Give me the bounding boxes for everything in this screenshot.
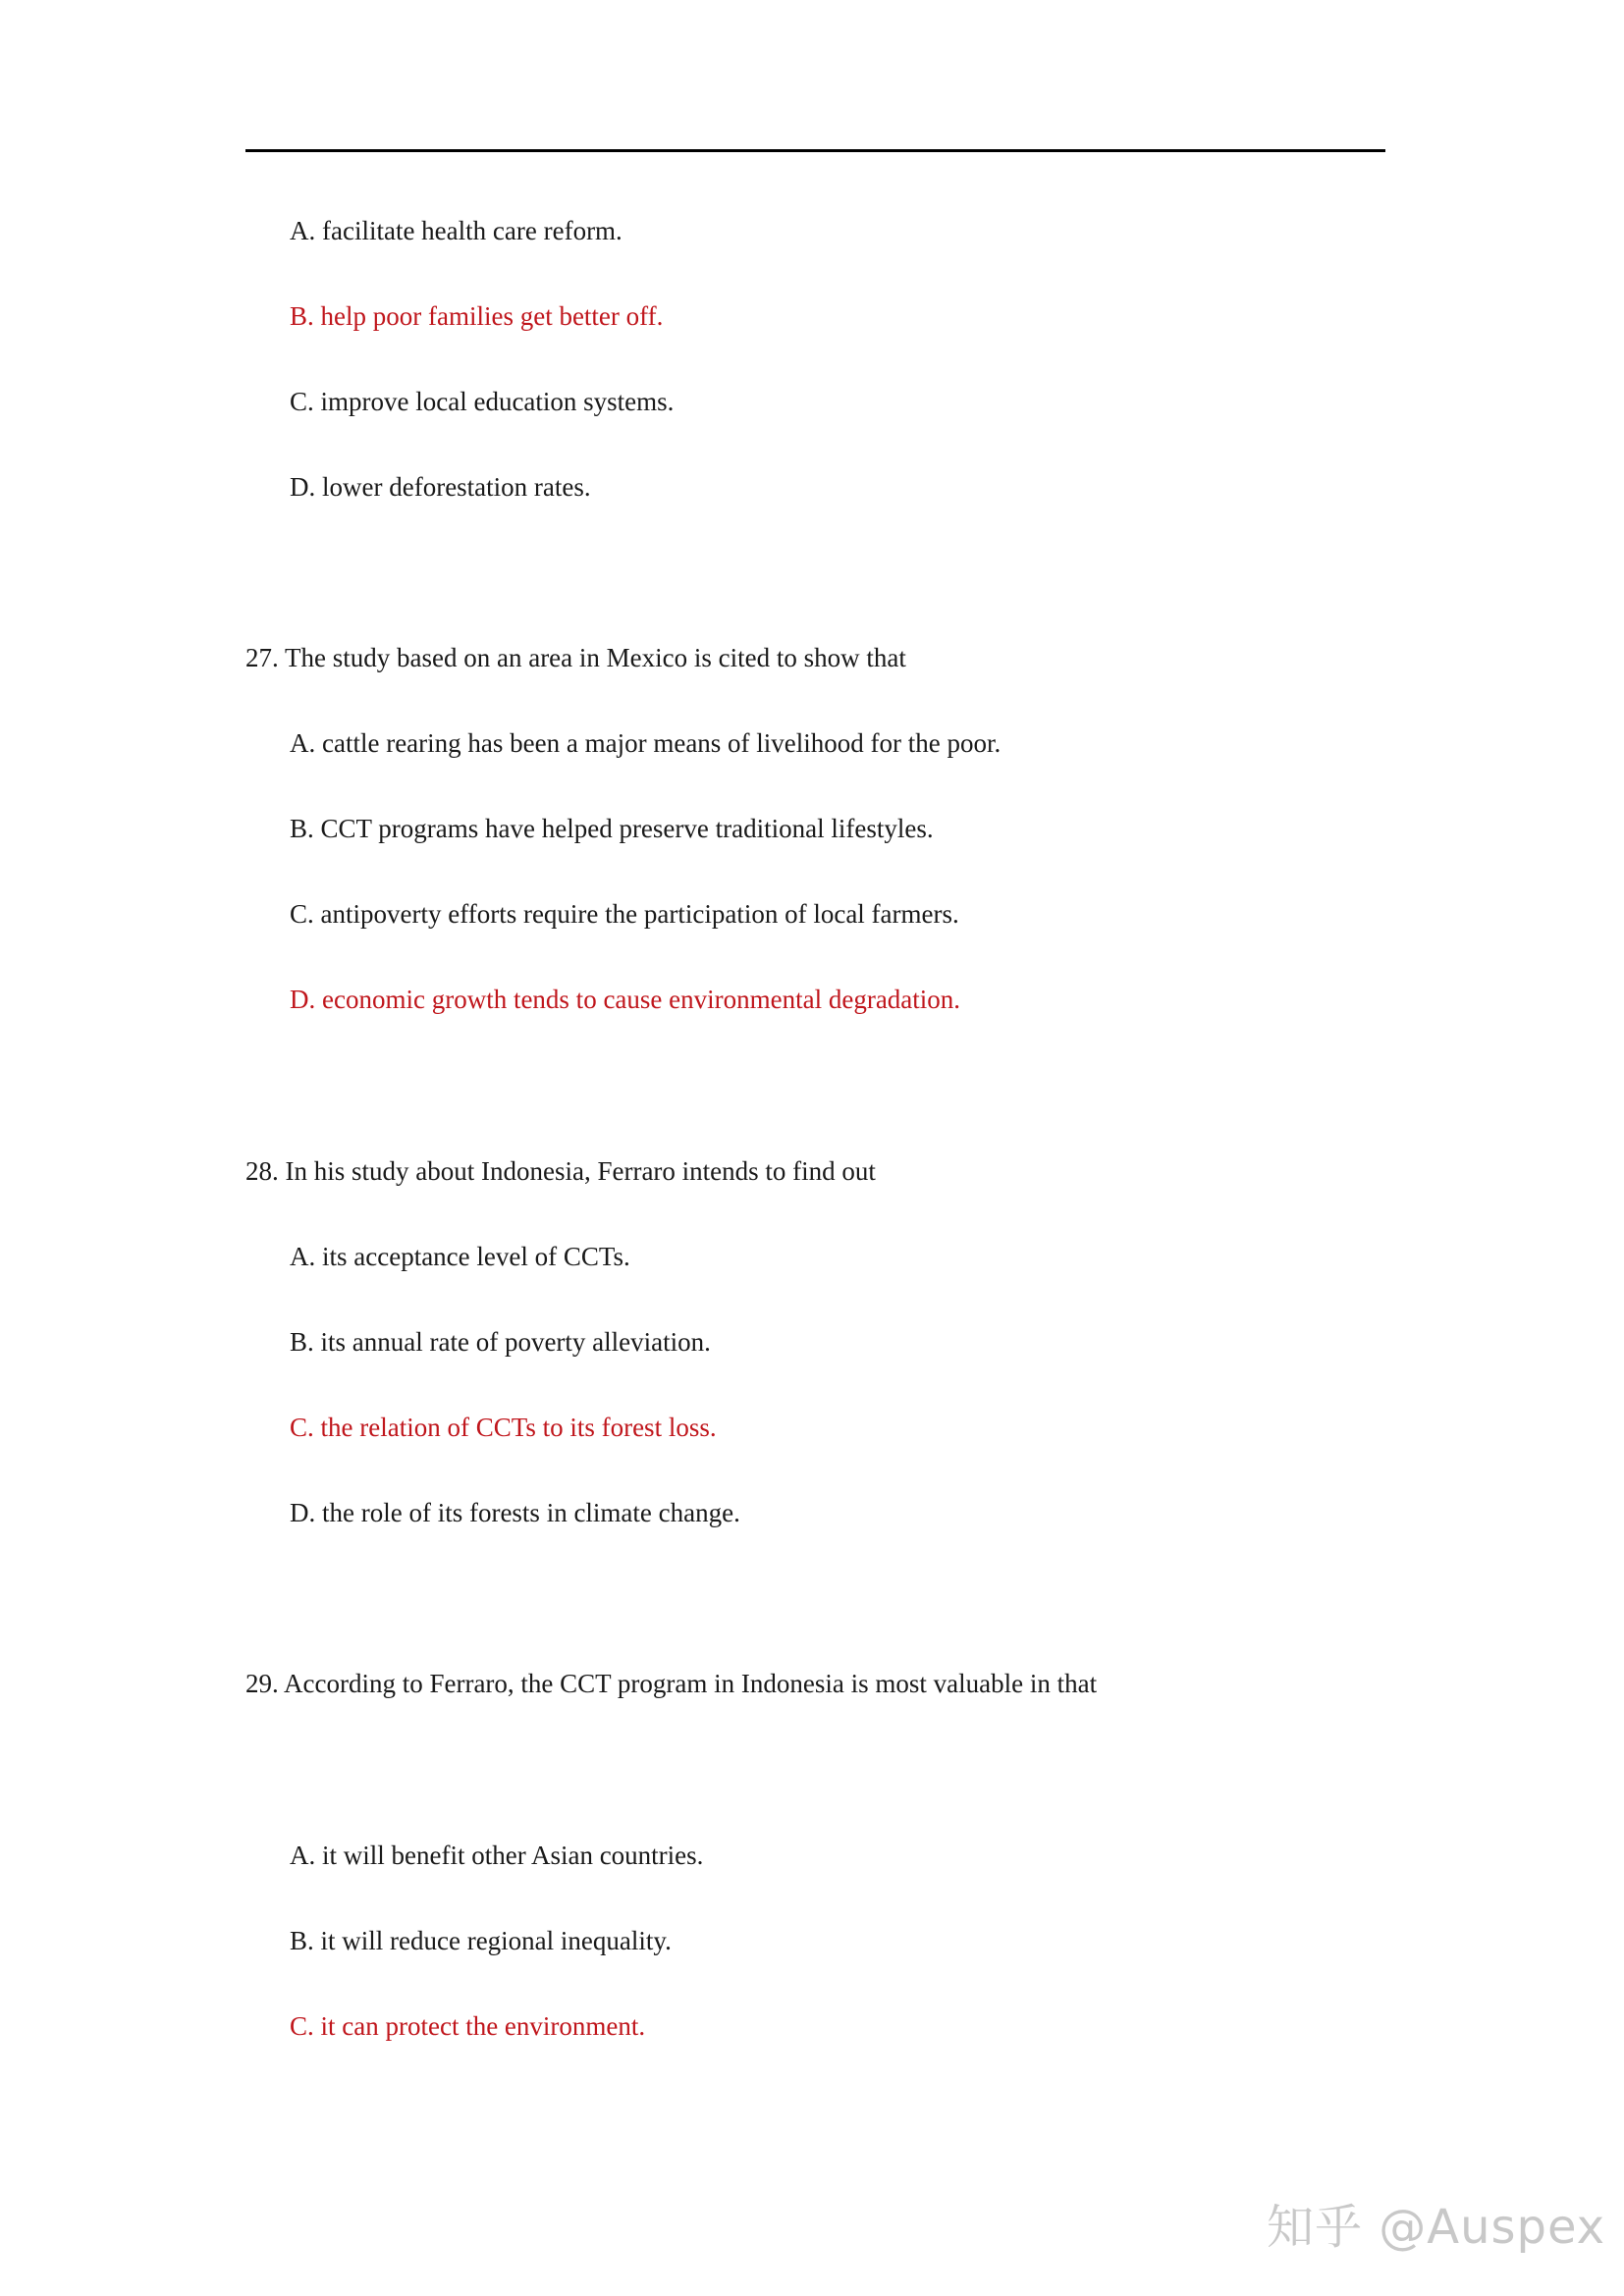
q28-stem: 28. In his study about Indonesia, Ferraro intends to find out [245, 1156, 876, 1186]
q26-option-b-correct: B. help poor families get better off. [290, 301, 664, 331]
q27-option-a: A. cattle rearing has been a major means of livelihood for the poor. [290, 728, 1001, 758]
q27-option-b: B. CCT programs have helped preserve traditional lifestyles. [290, 814, 934, 843]
q28-option-b: B. its annual rate of poverty alleviation. [290, 1327, 711, 1357]
q26-option-d: D. lower deforestation rates. [290, 472, 591, 502]
q28-option-d: D. the role of its forests in climate change. [290, 1498, 740, 1527]
q28-option-c-correct: C. the relation of CCTs to its forest loss. [290, 1413, 717, 1442]
q27-option-c: C. antipoverty efforts require the participation of local farmers. [290, 899, 959, 929]
zhihu-watermark: 知乎 @Auspex [1267, 2200, 1606, 2255]
q29-option-c-correct: C. it can protect the environment. [290, 2011, 646, 2041]
header-rule [245, 149, 1385, 152]
q28-option-a: A. its acceptance level of CCTs. [290, 1242, 630, 1271]
q27-stem: 27. The study based on an area in Mexico is cited to show that [245, 643, 906, 672]
q26-option-a: A. facilitate health care reform. [290, 216, 623, 245]
q29-option-b: B. it will reduce regional inequality. [290, 1926, 672, 1955]
q29-stem: 29. According to Ferraro, the CCT program in Indonesia is most valuable in that [245, 1669, 1098, 1698]
q26-option-c: C. improve local education systems. [290, 387, 675, 416]
q27-option-d-correct: D. economic growth tends to cause environmental degradation. [290, 985, 961, 1014]
q29-option-a: A. it will benefit other Asian countries. [290, 1841, 704, 1870]
